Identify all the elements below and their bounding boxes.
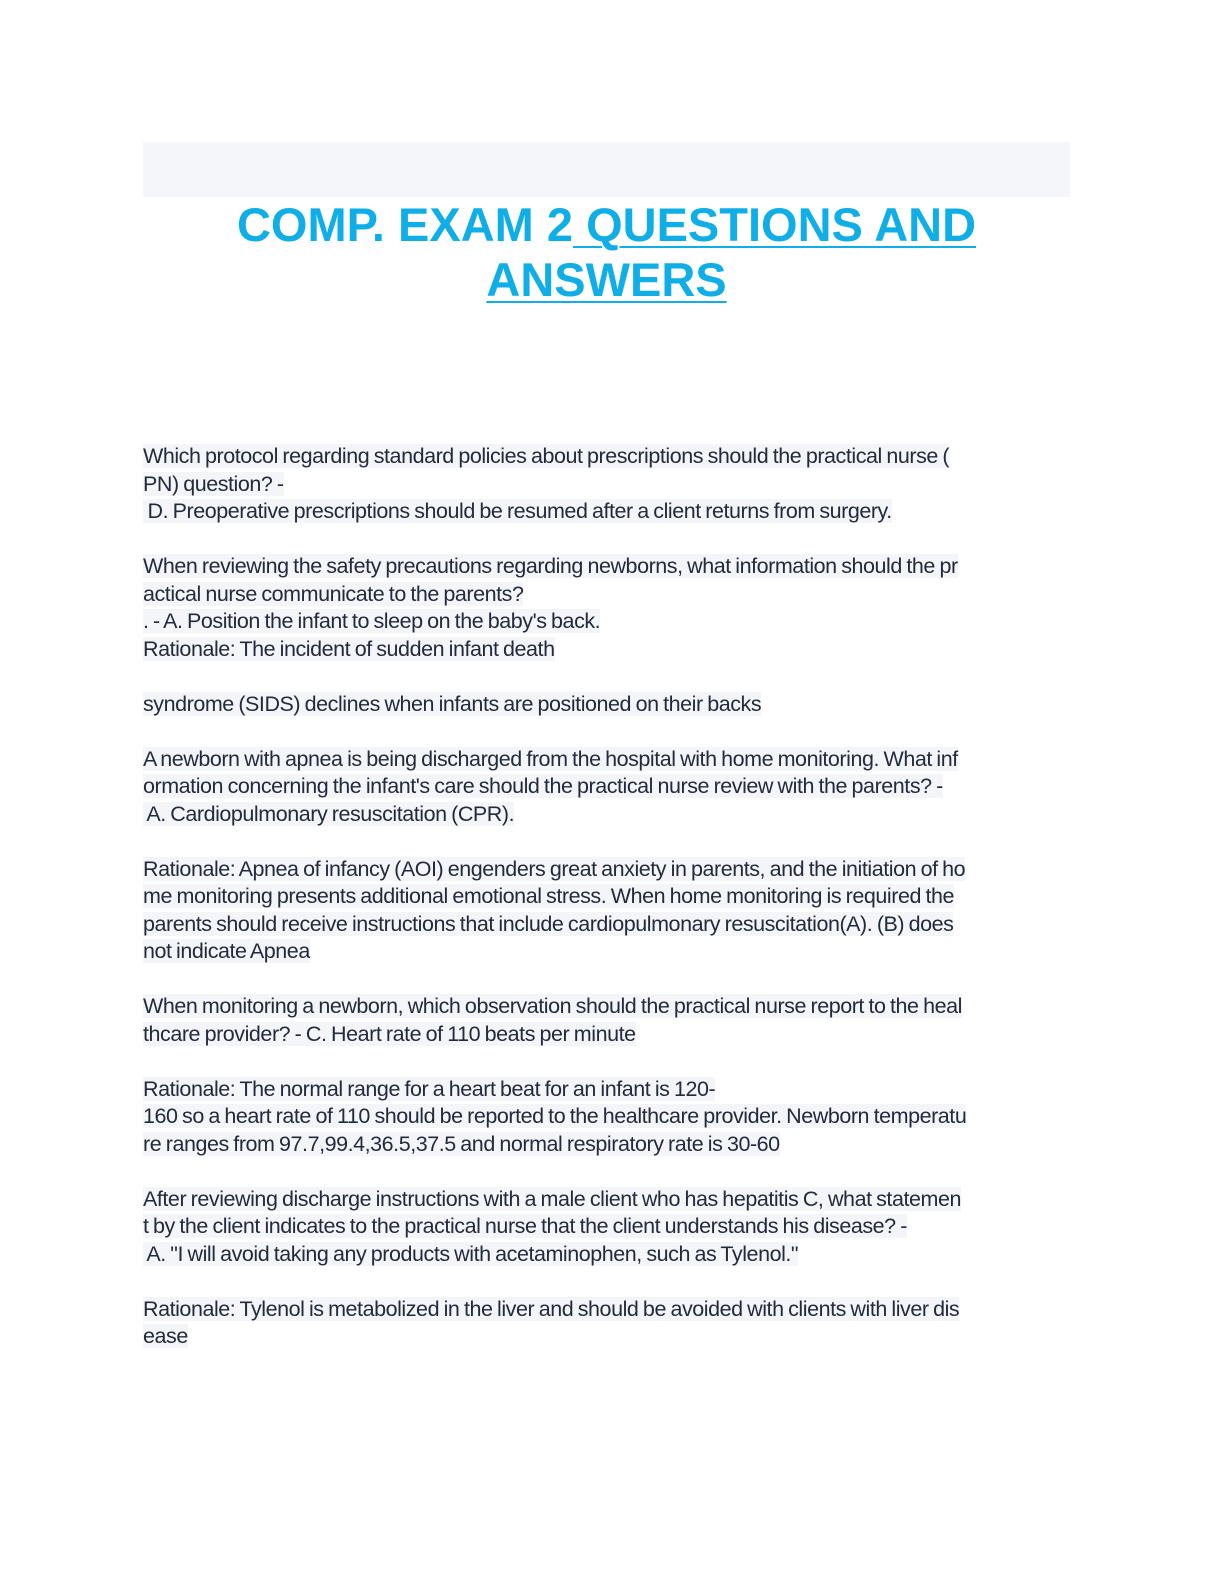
text-line: [143, 1186, 1073, 1214]
text-line-content: D. Preoperative prescriptions should be resumed after a client returns from surgery.: [143, 499, 892, 523]
text-line: [143, 883, 1073, 911]
text-line: [143, 443, 1073, 471]
text-line: [143, 911, 1073, 939]
text-line: [143, 608, 1073, 636]
text-line: [143, 1241, 1073, 1269]
title-link[interactable]: QUESTIONS AND: [573, 198, 977, 251]
text-line-content: Rationale: The incident of sudden infant death: [143, 636, 555, 661]
qa-paragraph: [143, 746, 1073, 829]
qa-paragraph: [143, 1296, 1073, 1351]
title-link-continued[interactable]: ANSWERS: [486, 253, 727, 306]
text-line-content: not indicate Apnea: [143, 939, 310, 963]
qa-paragraph: [143, 1076, 1073, 1159]
text-line-content: . - A. Position the infant to sleep on the baby's back.: [143, 609, 601, 633]
text-line: [143, 581, 1073, 609]
text-line-content: me monitoring presents additional emotional stress. When home monitoring is required the: [143, 884, 955, 908]
text-line-content: syndrome (SIDS) declines when infants are positioned on their backs: [143, 691, 762, 716]
text-line-content: 160 so a heart rate of 110 should be reported to the healthcare provider. Newborn temperatu: [143, 1104, 967, 1128]
title-band: [143, 142, 1070, 197]
paragraph-gap: [143, 526, 1073, 554]
text-line: [143, 636, 1073, 664]
paragraph-gap: [143, 1158, 1073, 1186]
text-line: [143, 856, 1073, 884]
text-line-content: When reviewing the safety precautions regarding newborns, what information should the pr: [143, 554, 958, 578]
text-line: [143, 1213, 1073, 1241]
text-line: [143, 1076, 1073, 1104]
text-line-content: Which protocol regarding standard policies about prescriptions should the practical nurse (: [143, 444, 950, 468]
document-title: [143, 197, 1070, 307]
qa-paragraph: [143, 856, 1073, 966]
text-line-content: re ranges from 97.7,99.4,36.5,37.5 and normal respiratory rate is 30-60: [143, 1131, 780, 1156]
paragraph-gap: [143, 1048, 1073, 1076]
text-line-content: After reviewing discharge instructions with a male client who has hepatitis C, what statemen: [143, 1186, 961, 1211]
paragraph-gap: [143, 718, 1073, 746]
text-line: [143, 938, 1073, 966]
paragraph-gap: [143, 828, 1073, 856]
text-line: [143, 691, 1073, 719]
text-line: [143, 801, 1073, 829]
text-line-content: actical nurse communicate to the parents?: [143, 581, 524, 606]
text-line-content: Rationale: Tylenol is metabolized in the liver and should be avoided with clients with liver dis: [143, 1296, 960, 1321]
qa-paragraph: [143, 443, 1073, 526]
paragraph-gap: [143, 663, 1073, 691]
text-line-content: A. Cardiopulmonary resuscitation (CPR).: [143, 801, 515, 826]
text-line-content: A newborn with apnea is being discharged from the hospital with home monitoring. What inf: [143, 746, 958, 771]
text-line: [143, 1131, 1073, 1159]
qa-paragraph: [143, 993, 1073, 1048]
text-line: [143, 1103, 1073, 1131]
qa-paragraph: [143, 691, 1073, 719]
text-line-content: parents should receive instructions that include cardiopulmonary resuscitation(A). (B) does: [143, 911, 954, 936]
text-line: [143, 773, 1073, 801]
text-line: [143, 746, 1073, 774]
text-line: [143, 993, 1073, 1021]
text-line: [143, 1296, 1073, 1324]
paragraph-gap: [143, 966, 1073, 994]
title-text: COMP. EXAM 2: [236, 198, 574, 251]
text-line-content: When monitoring a newborn, which observation should the practical nurse report to the heal: [143, 994, 962, 1018]
text-line-content: A. "I will avoid taking any products with acetaminophen, such as Tylenol.": [143, 1241, 799, 1266]
qa-paragraph: [143, 1186, 1073, 1269]
text-line-content: PN) question? -: [143, 471, 284, 496]
text-line: [143, 471, 1073, 499]
text-line-content: Rationale: The normal range for a heart beat for an infant is 120-: [143, 1076, 716, 1101]
text-line: [143, 498, 1073, 526]
text-line-content: ormation concerning the infant's care should the practical nurse review with the parents? -: [143, 774, 943, 798]
text-line: [143, 1323, 1073, 1351]
paragraph-gap: [143, 1268, 1073, 1296]
text-line-content: t by the client indicates to the practical nurse that the client understands his disease? -: [143, 1214, 907, 1238]
text-line: [143, 553, 1073, 581]
text-line-content: thcare provider? - C. Heart rate of 110 beats per minute: [143, 1021, 636, 1046]
qa-content: [143, 443, 1073, 1351]
text-line-content: ease: [143, 1324, 188, 1348]
qa-paragraph: [143, 553, 1073, 663]
text-line: [143, 1021, 1073, 1049]
text-line-content: Rationale: Apnea of infancy (AOI) engenders great anxiety in parents, and the initiation of ho: [143, 856, 966, 881]
